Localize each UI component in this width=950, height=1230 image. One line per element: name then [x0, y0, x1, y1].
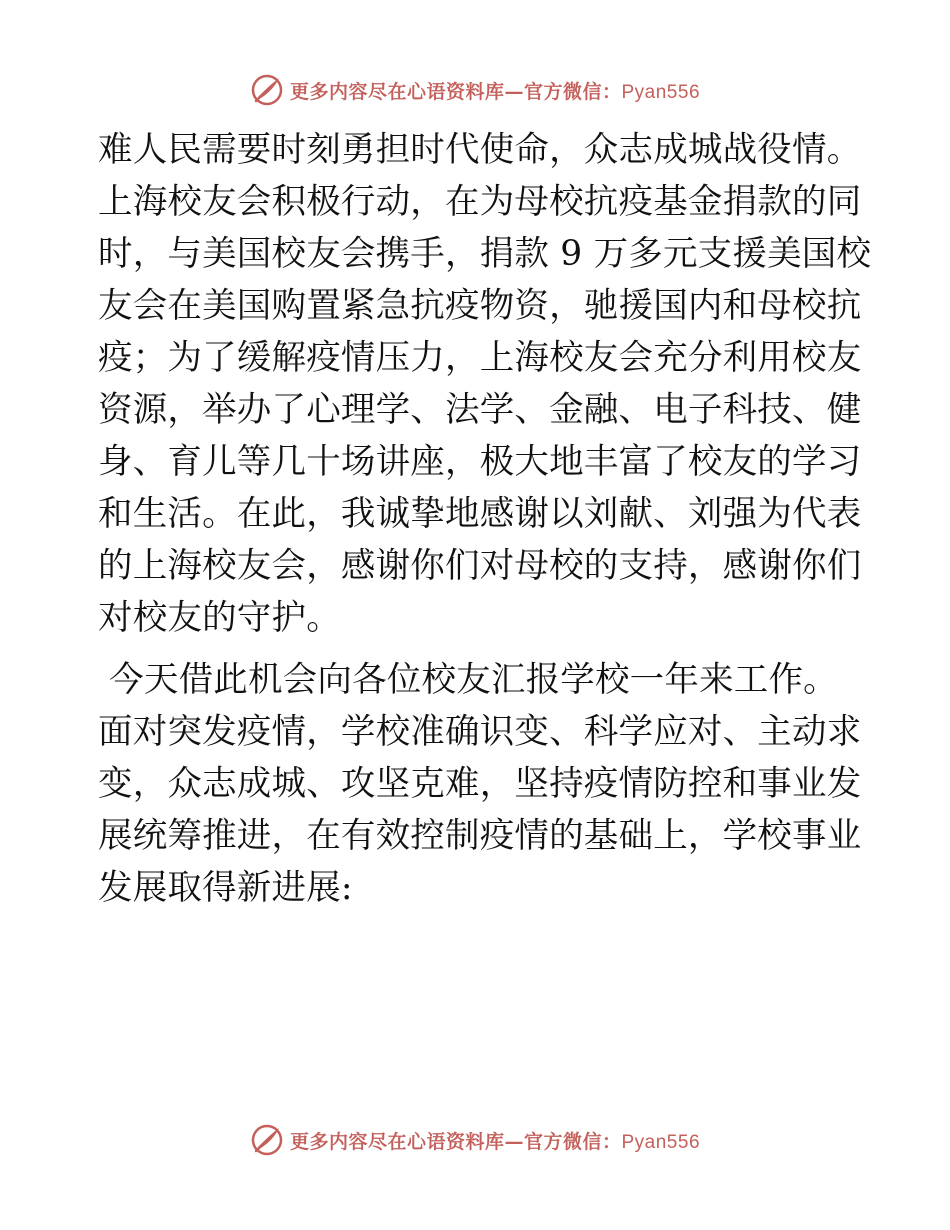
watermark-text-id: Pyan556 [621, 1131, 701, 1153]
text-line: 时，与美国校友会携手，捐款 9 万多元支援美国校 [98, 234, 872, 274]
text-line: 上海校友会积极行动，在为母校抗疫基金捐款的同 [98, 182, 862, 222]
header-watermark [0, 70, 950, 110]
watermark-text-cn: 更多内容尽在心语资料库—官方微信： [289, 1130, 622, 1153]
text-line: 面对突发疫情，学校准确识变、科学应对、主动求 [98, 712, 862, 752]
text-line: 展统筹推进，在有效控制疫情的基础上，学校事业 [98, 816, 862, 856]
watermark-text [290, 77, 700, 104]
watermark-text [290, 1127, 700, 1154]
watermark-text-id: Pyan556 [621, 81, 701, 103]
document-body [98, 124, 872, 914]
text-line: 身、育儿等几十场讲座，极大地丰富了校友的学习 [98, 442, 862, 482]
text-line: 和生活。在此，我诚挚地感谢以刘献、刘强为代表 [98, 494, 862, 534]
text-line: 对校友的守护。 [98, 598, 341, 638]
text-line: 今天借此机会向各位校友汇报学校一年来工作。 [98, 660, 838, 700]
text-line: 发展取得新进展: [98, 868, 353, 908]
paragraph-2 [98, 654, 862, 914]
quill-logo-icon [250, 73, 284, 107]
text-line: 友会在美国购置紧急抗疫物资，驰援国内和母校抗 [98, 286, 862, 326]
footer-watermark [0, 1120, 950, 1160]
quill-logo-icon [250, 1123, 284, 1157]
paragraph-1 [98, 124, 872, 644]
text-line: 疫；为了缓解疫情压力，上海校友会充分利用校友 [98, 338, 862, 378]
text-line: 资源，举办了心理学、法学、金融、电子科技、健 [98, 390, 862, 430]
text-line: 变，众志成城、攻坚克难，坚持疫情防控和事业发 [98, 764, 862, 804]
watermark-text-cn: 更多内容尽在心语资料库—官方微信： [289, 80, 622, 103]
text-line: 难人民需要时刻勇担时代使命，众志成城战役情。 [98, 130, 862, 170]
text-line: 的上海校友会，感谢你们对母校的支持，感谢你们 [98, 546, 862, 586]
